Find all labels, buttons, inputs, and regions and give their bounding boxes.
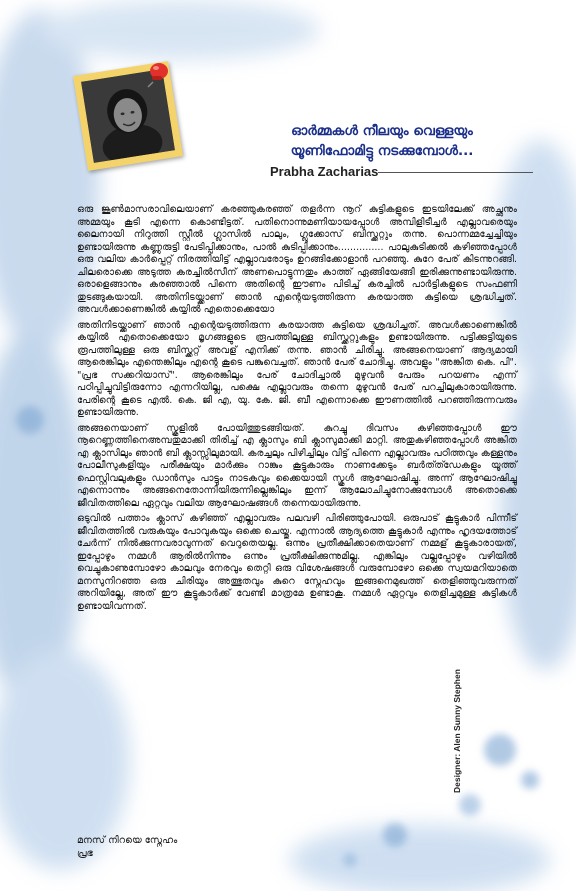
paragraph: ഒരു ജൂൺമാസരാവിലെയാണ് കരഞ്ഞുകരഞ്ഞ് തളർന്ന നൂറ് കുട്ടികളുടെ ഇടയിലേക്ക് അച്ഛനും അമ്മയും കൂടി എന്നെ കൊണ്ടിട്ടത്. പതിനൊന്നുമണിയായപ്പോൾ അമ്പിളിടീച്ചർ എല്ലാവരെയും ലൈനായി നിറുത്തി സ്റ്റീൽ ഗ്ലാസിൽ പാലും, ഗ്ലൂക്കോസ് ബിസ്ക്കറ്റും തന്നു. പൊന്നമ്മച്ചേച്ചിയും ഉണ്ടായിരുന്നു കണ്ണുരുട്ടി പേടിപ്പിക്കാനും, പാൽ കുടിപ്പിക്കാനും............... പാലുകുടിക്കൽ കഴിഞ്ഞപ്പോൾ ഒരു വലിയ കാർപ്പെറ്റ് നിരത്തിയിട്ട് എല്ലാവരോടും ഉറങ്ങിക്കോളാൻ പറഞ്ഞു. കുറേ പേര് കിടന്നുറങ്ങി. ചിലരൊക്കെ അടുത്ത കരച്ചിൽസീന് അണപൊട്ടുന്നതും കാത്ത് ഏങ്ങിയേങ്ങി ഇരിക്കുന്നുണ്ടായിരുന്നു. ഒരാളെങ്ങാനും കരഞ്ഞാൽ പിന്നെ അതിന്റെ ഈണം പിടിച്ച് കരച്ചിൽ പാർട്ടികളുടെ സംഫണി തുടങ്ങുകയായി. അതിനിടയ്ക്കാണ് ഞാൻ എന്റെയടുത്തിരുന്ന കരയാത്ത കുട്ടിയെ ശ്രദ്ധിച്ചത്. അവൾക്കാണെങ്കിൽ കയ്യിൽ എതൊക്കെയോ (77, 204, 517, 315)
paragraph: അങ്ങനെയാണ് സ്കൂളിൽ പോയിത്തുടങ്ങിയത്. കുറച്ചു ദിവസം കഴിഞ്ഞപ്പോൾ ഈ നൂറെണ്ണത്തിനെഅമ്പതുമാക്കി തിരിച്ച് എ ക്ലാസും ബി ക്ലാസുമാക്കി മാറ്റി. അതുകഴിഞ്ഞപ്പോൾ അങ്കിത എ ക്ലാസിലും ഞാൻ ബി ക്ലാസ്സിലുമായി. കരച്ചലും പിഴിച്ചിലും വിട്ട് പിന്നെ എല്ലാവരും പഠിത്തവും കള്ളനും പോലീസുകളിയും പരീക്ഷയും മാർക്കും റാങ്കും കൂട്ടുകാരും നാണക്കേടും ബർത്ത്ഡേകളും യൂത്ത് ഫെസ്റ്റിവലുകളും ഡാൻസും പാട്ടും നാടകവും ക്കൈയായി സ്കൂൾ ആഘോഷിച്ചു. അന്ന് ആഘോഷിച്ചു എന്നൊന്നും അങ്ങനെതോന്നിയിരുന്നില്ലെങ്കിലും ഇന്ന് ആലോചിച്ചുനോക്കുമ്പോൾ അതൊക്കെ ജീവിതത്തിലെ ഏറ്റവും വലിയ ആഘോഷങ്ങൾ തന്നെയായിരുന്നു. (77, 422, 517, 509)
signoff (77, 834, 177, 860)
article-body (77, 204, 517, 616)
author-divider (378, 172, 533, 173)
article-author: Prabha Zacharias (270, 164, 379, 179)
article-title-line2: യൂണിഫോമിട്ടു നടക്കുമ്പോൾ... (290, 143, 474, 159)
designer-credit: Designer: Alen Sunny Stephen (452, 669, 462, 793)
signoff-line1: മനസ് നിറയെ സ്നേഹം (77, 835, 178, 846)
push-pin-icon (145, 58, 171, 88)
paragraph: അതിനിടയ്ക്കാണ് ഞാൻ എന്റെയടുത്തിരുന്ന കരയാത്ത കുട്ടിയെ ശ്രദ്ധിച്ചത്. അവൾക്കാണെങ്കിൽ കയ്യിൽ എതൊക്കെയോ മൃഗങ്ങളുടെ രൂപത്തിലുള്ള ബിസ്ക്കറ്റുകളും ഉണ്ടായിരുന്നു. പട്ടിക്കുട്ടിയുടെ രൂപത്തിലുള്ള ഒരു ബിസ്ക്കറ്റ് അവള് എനിക്ക് തന്നു. ഞാൻ ചിരിച്ചു. അങ്ങനെയാണ് ആദ്യമായി ആരെങ്കിലും എന്തെങ്കിലും എന്റെ കൂടെ പങ്കുവെച്ചത്. ഞാൻ പേര് ചോദിച്ചു. അവളും "അങ്കിത കെ. പി". "പ്രഭ സക്കറിയാസ്". ആരെങ്കിലും പേര് ചോദിച്ചാൽ മുഴുവൻ പേരും പറയണം എന്ന് പഠിപ്പിച്ചുവിട്ടിരുന്നോ എന്നറിയില്ല, പക്ഷെ എല്ലാവരും തന്നെ മുഴുവൻ പേര് പറച്ചിലുകാരായിരുന്നു. പേരിന്റെ കൂടെ എൽ. കെ. ജി എ, യു. കേ. ജി. ബീ എന്നൊക്കെ ഈണത്തിൽ പറഞ്ഞിരുന്നവരും ഉണ്ടായിരുന്നു. (77, 319, 517, 418)
article-title-line1: ഓർമ്മകൾ നീലയും വെള്ളയും (291, 123, 473, 139)
signoff-line2: പ്രഭ (77, 848, 93, 859)
paragraph: ഒടുവിൽ പത്താം ക്ലാസ് കഴിഞ്ഞ് എല്ലാവരും പലവഴി പിരിഞ്ഞുപോയി. ഒരുപാട് കൂട്ടുകാർ പിന്നീട് ജീവിതത്തിൽ വരുകയും പോവുകയും ഒക്കെ ചെയ്തു. എന്നാൽ ആദ്യത്തെ കൂട്ടുകാർ എന്നും ഹൃദയത്തോട് ചേർന്ന് നിൽക്കുന്നവരാവുന്നത് വെറുതെയല്ല. ഒന്നും പ്രതീക്ഷിക്കാതെയാണ് നമ്മള് കൂട്ടുകാരായത്, ഇപ്പോഴും നമ്മൾ ആരിൽനിന്നും ഒന്നും പ്രതീക്ഷിക്കുന്നുമില്ല. എങ്കിലും വല്ലപ്പോഴും വഴിയിൽ വെച്ചുകാണുമ്പോഴോ കാലവും നേരവും തെറ്റി ഒരു വിശേഷങ്ങൾ വരുമ്പോഴോ ഒക്കെ സ്വയമറിയാതെ മനസുനിറഞ്ഞ ഒരു ചിരിയും അത്ഭുതവും കുറെ സ്നേഹവും ഇങ്ങനെമുഖത്ത് തെളിഞ്ഞുവരുന്നത് അറിയില്ലേ, അത് ഈ കൂട്ടുകാർക്ക് വേണ്ടി മാത്രമേ ഉണ്ടാകൂ. നമ്മൾ ഏറ്റവും തെളിച്ചമുള്ള കുട്ടികൾ ഉണ്ടായിവന്നത്. (77, 513, 517, 612)
